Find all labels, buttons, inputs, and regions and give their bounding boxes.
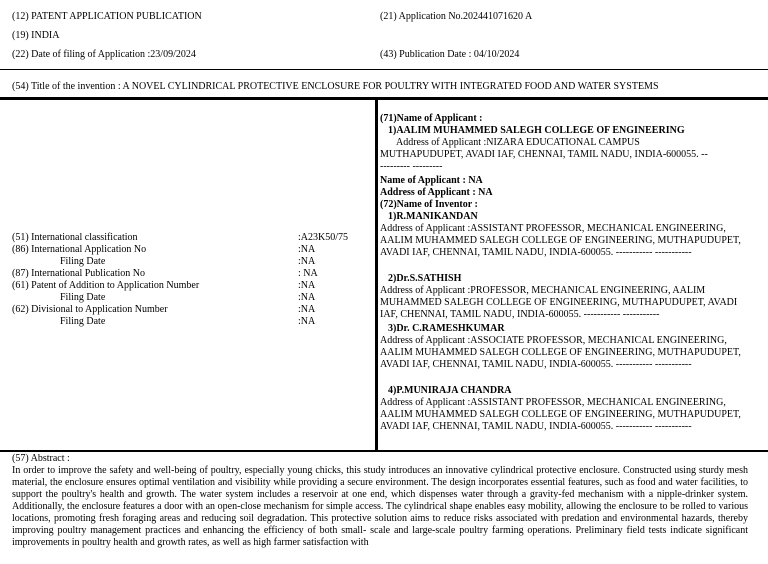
applicant-address-l1: Address of Applicant :NIZARA EDUCATIONAL CAMPUS xyxy=(396,137,640,148)
invention-title: (54) Title of the invention : A NOVEL CYLINDRICAL PROTECTIVE ENCLOSURE FOR POULTRY WITH INTEGRATED FOOD AND WATER SYSTEMS xyxy=(12,81,659,92)
classification-label-filing-3: Filing Date xyxy=(60,316,106,327)
classification-label-intl-app: (86) International Application No xyxy=(12,244,147,255)
classification-label-intl-pub: (87) International Publication No xyxy=(12,268,146,279)
inventor-name: 4)P.MUNIRAJA CHANDRA xyxy=(388,385,512,396)
applicant-heading: (71)Name of Applicant : xyxy=(380,113,483,124)
classification-label-addition: (61) Patent of Addition to Application Number xyxy=(12,280,200,291)
classification-value-divisional: :NA xyxy=(298,304,316,315)
applicant-address-l3: --------- --------- xyxy=(380,161,443,172)
classification-value-addition: :NA xyxy=(298,280,316,291)
inventor-name: 3)Dr. C.RAMESHKUMAR xyxy=(388,323,505,334)
inventor-address: Address of Applicant :PROFESSOR, MECHANICAL ENGINEERING, AALIM MUHAMMED SALEGH COLLEGE OF ENGINEERING, MUTHAPUDUPET, AVADI IAF, CHENNAI, TAMIL NADU, INDIA-600055. ----------- ----------- xyxy=(380,285,738,320)
classification-value-filing-1: :NA xyxy=(298,256,316,267)
classification-value-intl-app: :NA xyxy=(298,244,316,255)
classification-label-filing-2: Filing Date xyxy=(60,292,106,303)
inventor-address: Address of Applicant :ASSOCIATE PROFESSOR, MECHANICAL ENGINEERING, AALIM MUHAMMED SALEGH COLLEGE OF ENGINEERING, MUTHAPUDUPET, AVADI IAF, CHENNAI, TAMIL NADU, INDIA-600055. ----------- ----------- xyxy=(380,335,741,370)
applicant-name: 1)AALIM MUHAMMED SALEGH COLLEGE OF ENGINEERING xyxy=(388,125,685,136)
header-country: (19) INDIA xyxy=(12,30,60,41)
applicant-address-na: Address of Applicant : NA xyxy=(380,187,493,198)
divider-top xyxy=(0,69,768,70)
classification-label-divisional: (62) Divisional to Application Number xyxy=(12,304,168,315)
inventor-name: 2)Dr.S.SATHISH xyxy=(388,273,462,284)
divider-vertical xyxy=(375,97,378,452)
applicant-address-l2: MUTHAPUDUPET, AVADI IAF, CHENNAI, TAMIL NADU, INDIA-600055. -- xyxy=(380,149,708,160)
classification-label-intl: (51) International classification xyxy=(12,232,138,243)
classification-value-filing-3: :NA xyxy=(298,316,316,327)
header-publication-date: (43) Publication Date : 04/10/2024 xyxy=(380,49,520,60)
inventor-address: Address of Applicant :ASSISTANT PROFESSOR, MECHANICAL ENGINEERING, AALIM MUHAMMED SALEGH COLLEGE OF ENGINEERING, MUTHAPUDUPET, AVADI IAF, CHENNAI, TAMIL NADU, INDIA-600055. ----------- ----------- xyxy=(380,397,741,432)
divider-abstract xyxy=(0,450,768,452)
classification-value-filing-2: :NA xyxy=(298,292,316,303)
abstract-heading: (57) Abstract : xyxy=(12,453,70,464)
header-kind-code: (12) PATENT APPLICATION PUBLICATION xyxy=(12,11,202,22)
inventor-heading: (72)Name of Inventor : xyxy=(380,199,478,210)
inventor-name: 1)R.MANIKANDAN xyxy=(388,211,478,222)
divider-title xyxy=(0,97,768,100)
inventor-address: Address of Applicant :ASSISTANT PROFESSOR, MECHANICAL ENGINEERING, AALIM MUHAMMED SALEGH COLLEGE OF ENGINEERING, MUTHAPUDUPET, AVADI IAF, CHENNAI, TAMIL NADU, INDIA-600055. ----------- ----------- xyxy=(380,223,741,258)
header-application-number: (21) Application No.202441071620 A xyxy=(380,11,533,22)
header-filing-date: (22) Date of filing of Application :23/09/2024 xyxy=(12,49,196,60)
classification-value-intl: :A23K50/75 xyxy=(298,232,348,243)
abstract-text: In order to improve the safety and well-being of poultry, especially young chicks, this study introduces an innovative cylindrical protective enclosure. Constructed using sturdy mesh material, the enclosure ensures optimal ventilation and visibility while providing a secure environment. The design incorporates essential features, such as food and water facilities, to support the poultry's health and growth. The water system includes a reservoir at one end, which dispenses water through a gravity-fed mechanism with a nipple-drinker system. Additionally, the enclosure features a door with an open-close mechanism for simple access. The cylindrical shape enables easy mobility, allowing the enclosure to be rolled to various locations, promoting fresh foraging areas and reducing soil degradation. This protective solution aims to reduce risks associated with predation and environmental hazards, thereby improving poultry management practices and enhancing the efficiency of both small- scale and large-scale poultry farming operations. Preliminary field tests indicate significant improvements in poultry health and growth rates, as well as high farmer satisfaction with xyxy=(12,465,748,548)
classification-label-filing-1: Filing Date xyxy=(60,256,106,267)
applicant-name-na: Name of Applicant : NA xyxy=(380,175,483,186)
classification-value-intl-pub: : NA xyxy=(298,268,318,279)
